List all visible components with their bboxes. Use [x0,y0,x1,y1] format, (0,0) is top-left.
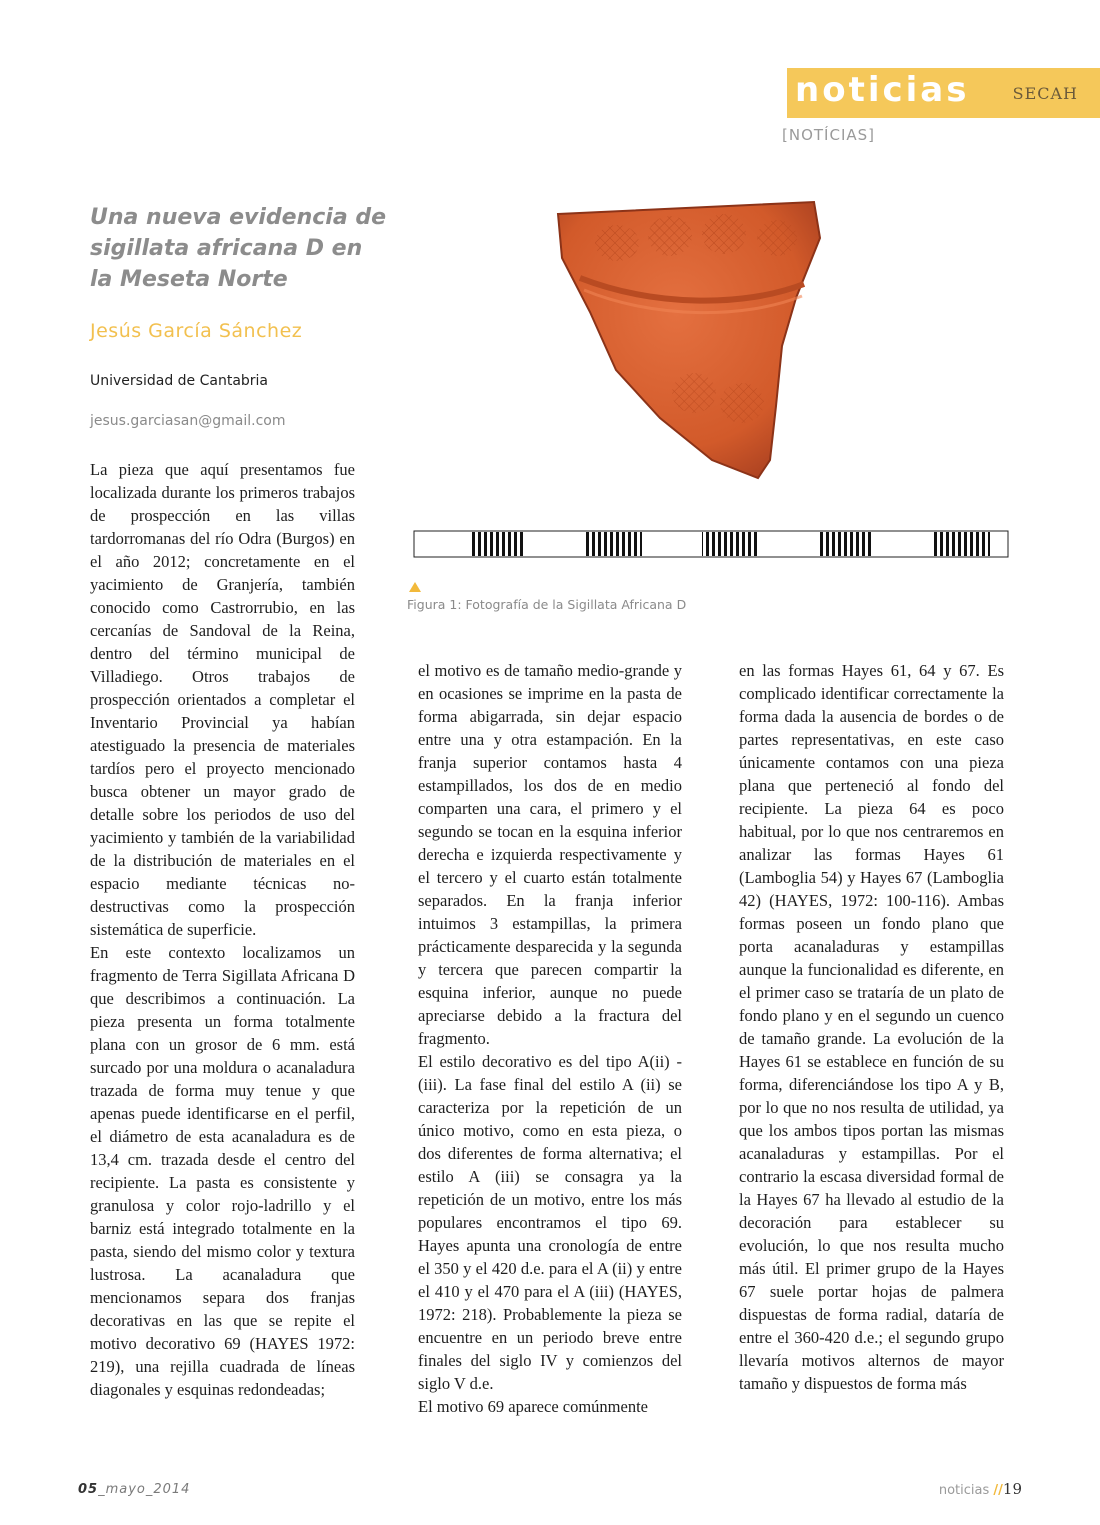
article-author: Jesús García Sánchez [90,320,303,342]
paragraph: en las formas Hayes 61, 64 y 67. Es complicado identificar correctamente la forma dada la ausencia de bordes o de partes representativas, en este caso únicamente contamos con una pieza plana que perteneció al fondo del recipiente. La pieza 64 es poco habitual, por lo que nos centraremos en analizar las formas Hayes 61 (Lamboglia 54) y Hayes 67 (Lamboglia 42) (HAYES, 1972: 100-116). Ambas formas poseen un fondo plano que porta acanaladuras y estampillas aunque la funcionalidad es diferente, en el primer caso se trataría de un plato de fondo plano y en el segundo un cuenco de tamaño grande. La evolución de la Hayes 61 se establece en función de su forma, diferenciándose los tipo A y B, por lo que no nos resulta de utilidad, ya que los ambos tipos portan las mismas acanaladuras y estampillas. Por el contrario la escasa diversidad formal de la Hayes 67 ha llevado al estudio de la decoración para establecer su evolución, lo que nos resulta mucho más útil. El primer grupo de la Hayes 67 suele portar hojas de palmera dispuestas de forma radial, dataría de entre el 360-420 d.e.; el segundo grupo llevaría motivos alternos de mayor tamaño y dispuestos de forma más [739,661,1004,1393]
footer-section: noticias [938,1483,990,1498]
section-tag: [NOTÍCIAS] [782,126,875,144]
secah-logo: SECAH [1012,84,1078,103]
caption-triangle-icon [409,582,421,592]
author-email: jesus.garciasan@gmail.com [90,413,286,429]
footer-issue [78,1482,190,1497]
footer-separator: // [993,1483,1003,1498]
issue-number: 05 [78,1482,99,1497]
section-banner [787,68,1100,118]
banner-title: noticias [795,70,970,110]
body-column-3 [739,659,1004,1395]
page-number: 19 [1002,1480,1022,1498]
body-column-1 [90,458,355,1401]
figure-caption: Figura 1: Fotografía de la Sigillata Africana D [407,597,687,612]
issue-date: _mayo_2014 [98,1482,191,1497]
sherd-photo [412,198,1010,570]
paragraph: La pieza que aquí presentamos fue localizada durante los primeros trabajos de prospección en las villas tardorromanas del río Odra (Burgos) en el año 2012; concretamente en el yacimiento de Granjería, también conocido como Castrorrubio, en las cercanías de Sandoval de la Reina, dentro del término municipal de Villadiego. Otros trabajos de prospección orientados a completar el Inventario Provincial ya habían atestiguado la presencia de materiales tardíos pero el proyecto mencionado busca obtener un mayor grado de detalle sobre los periodos de uso del yacimiento y también de la variabilidad de la distribución de materiales en el espacio mediante técnicas no-destructivas como la prospección sistemática de superficie. [90,460,355,939]
article-title: Una nueva evidencia de sigillata africana D en la Meseta Norte [90,205,387,292]
author-affiliation: Universidad de Cantabria [90,373,269,389]
footer-page [939,1480,1022,1498]
body-column-2 [418,659,682,1418]
paragraph: el motivo es de tamaño medio-grande y en ocasiones se imprime en la pasta de forma abigarrada, sin dejar espacio entre una y otra estampación. En la franja superior contamos hasta 4 estampillados, los dos de en medio comparten una cara, el primero y el segundo se tocan en la esquina inferior derecha e izquierda respectivamente y el tercero y el cuarto están totalmente separados. En la franja inferior intuimos 3 estampillas, la primera prácticamente desparecida y la segunda y tercera que parecen compartir la esquina inferior, aunque no puede apreciarse debido a la fractura del fragmento. [418,661,682,1048]
paragraph: El motivo 69 aparece comúnmente [418,1397,649,1416]
paragraph: En este contexto localizamos un fragmento de Terra Sigillata Africana D que describimos a continuación. La pieza presenta un forma totalmente plana con un grosor de 6 mm. está surcado por una moldura o acanaladura trazada de forma muy tenue y que apenas puede identificarse en el perfil, el diámetro de esta acanaladura es de 13,4 cm. trazada desde el centro del recipiente. La pasta es consistente y granulosa y color rojo-ladrillo y el barniz está integrado totalmente en la pasta, siendo del mismo color y textura lustrosa. La acanaladura que mencionamos separa dos franjas decorativas en las que se repite el motivo decorativo 69 (HAYES 1972: 219), una rejilla cuadrada de líneas diagonales y esquinas redondeadas; [90,943,355,1399]
paragraph: El estilo decorativo es del tipo A(ii) - (iii). La fase final del estilo A (ii) se caracteriza por la repetición de un único motivo, como en esta pieza, o dos diferentes de forma alternativa; el estilo A (iii) se consagra ya la repetición de un motivo, entre los más populares encontramos el tipo 69. Hayes apunta una cronología de entre el 350 y el 420 d.e. para el A (ii) y entre el 410 y el 470 para el A (iii) (HAYES, 1972: 218). Probablemente la pieza se encuentre en un periodo breve entre finales del siglo IV y comienzos del siglo V d.e. [418,1052,682,1393]
